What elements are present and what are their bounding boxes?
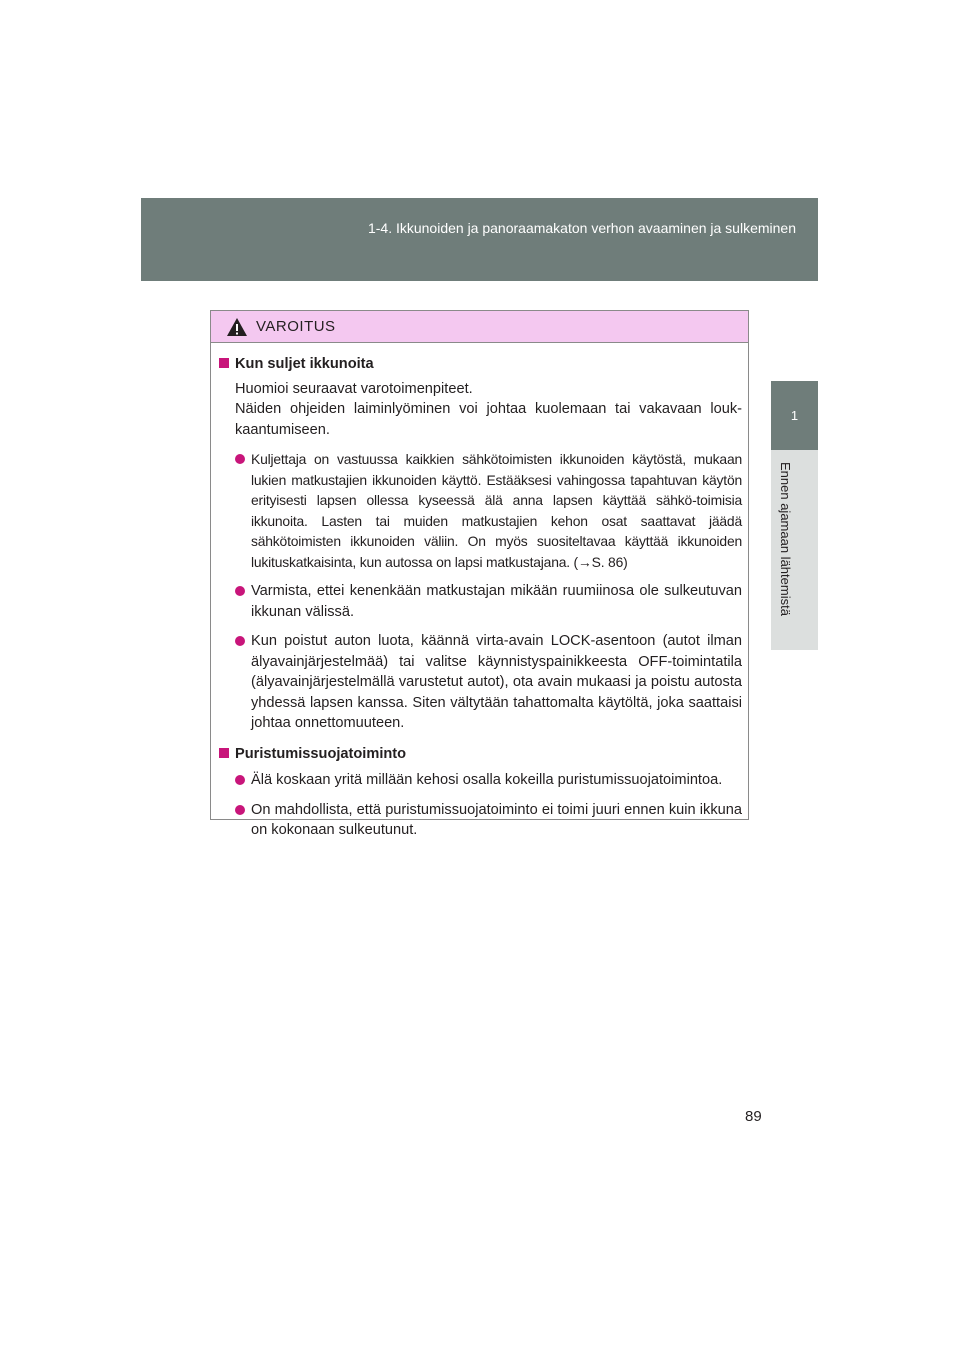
list-item-text: Varmista, ettei kenenkään matkustajan mikään ruumiinosa ole sulkeutuvan ikkunan välissä. [251, 583, 742, 620]
list-item [251, 631, 742, 734]
square-bullet-icon [219, 358, 229, 368]
round-bullet-icon [235, 454, 245, 464]
list-item [251, 449, 742, 572]
chapter-label: Ennen ajamaan lähtemistä [778, 462, 793, 616]
warning-header [211, 311, 748, 343]
list-item-text: Älä koskaan yritä millään kehosi osalla kokeilla puristumissuojatoimintoa. [251, 772, 723, 788]
list-item-text: Kuljettaja on vastuussa kaikkien sähkötoimisten ikkunoiden käytöstä, mukaan lukien matkustajien ikkunoiden käyttö. Estääksesi vahingossa tapahtuvan käytön erityisesti lapsen ollessa kyseessä älä anna lapsen käyttää sähkö-toimisia ikkunoita. Lasten tai muiden matkustajien kehon osat saattavat jäädä sähkötoimisten ikkunoiden väliin. On myös suositeltavaa käyttää ikkunoiden lukituskatkaisinta, kun autossa on lapsi matkustajana. (→S. 86) [251, 451, 742, 570]
warning-title: VAROITUS [256, 318, 336, 335]
section-intro: Huomioi seuraavat varotoimenpiteet. Näiden ohjeiden laiminlyöminen voi johtaa kuolemaan tai vakavaan louk-kaantumiseen. [235, 380, 742, 438]
round-bullet-icon [235, 805, 245, 815]
section-header-bar [141, 198, 818, 281]
list-item [251, 800, 742, 841]
section-heading-text: Puristumissuojatoiminto [235, 745, 407, 762]
warning-box [210, 310, 749, 838]
round-bullet-icon [235, 775, 245, 785]
chapter-tab [771, 381, 818, 450]
round-bullet-icon [235, 586, 245, 596]
warning-triangle-icon [226, 317, 248, 337]
section-heading-text: Kun suljet ikkunoita [235, 356, 374, 372]
chapter-strip [771, 450, 818, 650]
chapter-number: 1 [790, 408, 799, 423]
page-number: 89 [745, 1108, 762, 1125]
section-heading [219, 744, 742, 765]
list-item [251, 581, 742, 622]
list-item [251, 770, 742, 791]
round-bullet-icon [235, 636, 245, 646]
section-heading [219, 354, 742, 375]
list-item-text: On mahdollista, että puristumissuojatoiminto ei toimi juuri ennen kuin ikkuna on kokonaan sulkeutunut. [251, 801, 742, 838]
section-title: 1-4. Ikkunoiden ja panoraamakaton verhon avaaminen ja sulkeminen [367, 220, 796, 236]
list-item-text: Kun poistut auton luota, käännä virta-avain LOCK-asentoon (autot ilman älyavainjärjestelmää) tai valitse käynnistyspainikkeesta OFF-toimintatila (älyavainjärjestelmällä varustetut autot), ota avain mukaasi ja poistu autosta yhdessä lapsen kanssa. Siten vältytään tahattomalta käytöltä, joka saattaisi johtaa onnettomuuteen. [251, 633, 742, 731]
square-bullet-icon [219, 748, 229, 758]
warning-body [211, 343, 748, 841]
